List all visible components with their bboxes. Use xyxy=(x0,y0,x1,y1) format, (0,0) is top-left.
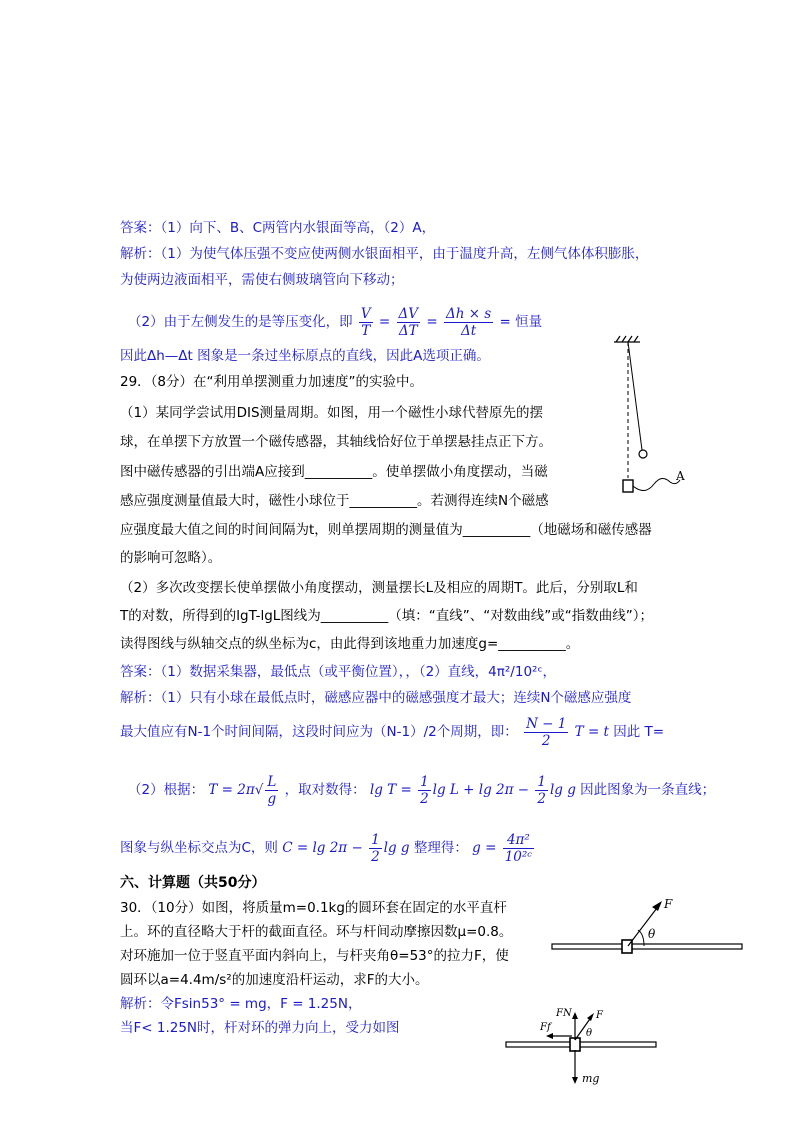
q29-analysis-line2-suffix: 因此 T= xyxy=(613,724,665,740)
q29-analysis-line2-prefix: 最大值应有N-1个时间间隔，这段时间应为（N-1）/2个周期，即： xyxy=(120,724,518,740)
q28-analysis-line3-prefix: （2）由于左侧发生的是等压变化，即 xyxy=(128,314,353,330)
horizontal-rod xyxy=(552,944,742,949)
q29-analysis-line3-mid: ，取对数得： xyxy=(284,782,366,798)
q30-line4: 圆环以a=4.4m/s²的加速度沿杆运动，求F的大小。 xyxy=(120,972,429,988)
q28-analysis-line3-suffix: = 恒量 xyxy=(499,314,543,330)
pendulum-string xyxy=(628,342,642,450)
q29-p1-line5: 应强度最大值之间的时间间隔为t，则单摆周期的测量值为__________（地磁场和磁传感器 xyxy=(120,522,652,538)
gravity-arrowhead xyxy=(572,1077,578,1084)
ceiling-support xyxy=(614,336,640,342)
fig-label-a: A xyxy=(676,469,685,483)
q29-p2-line2: T的对数，所得到的lgT-lgL图线为__________（填：“直线”、“对数曲线”或“指数曲线”）； xyxy=(120,608,653,624)
fig1-label-theta: θ xyxy=(648,927,656,941)
q29-analysis-line3-prefix: （2）根据： xyxy=(128,782,205,798)
q29-p1-line3: 图中磁传感器的引出端A应接到__________。使单摆做小角度摆动，当磁 xyxy=(120,464,548,480)
q29-analysis-line4-prefix: 图象与纵坐标交点为C，则 xyxy=(120,840,278,856)
q28-analysis-line1: 解析：（1）为使气体压强不变应使两侧水银面相平，由于温度升高，左侧气体体积膨胀， xyxy=(120,246,649,262)
fig2-label-f: F xyxy=(596,1010,603,1021)
force-diagram xyxy=(500,1000,660,1100)
q29-p2-line3: 读得图线与纵轴交点的纵坐标为c，由此得到该地重力加速度g=__________。 xyxy=(120,636,580,652)
q29-answer: 答案：（1）数据采集器，最低点（或平衡位置），，（2）直线，4π²/10²ᶜ， xyxy=(120,664,556,680)
normal-force-arrowhead xyxy=(572,1012,578,1019)
q29-p1-line1: （1）某同学尝试用DIS测量周期。如图，用一个磁性小球代替原先的摆 xyxy=(120,405,544,421)
pull-force-arrowhead xyxy=(587,1013,594,1021)
q29-analysis-line4 xyxy=(120,832,536,865)
q29-p1-line6: 的影响可忽略）。 xyxy=(120,550,222,566)
q29-analysis-line3 xyxy=(128,774,715,807)
section6-heading: 六、计算题（共50分） xyxy=(120,875,266,891)
sensor-cable xyxy=(633,478,680,490)
period-formula: $\frac{N - 1}{2}$ T = t xyxy=(526,716,614,749)
rod-2 xyxy=(506,1042,656,1047)
q28-analysis-line2: 为使两边液面相平，需使右侧玻璃管向下移动； xyxy=(120,272,404,288)
fig2-label-fn: FN xyxy=(556,1008,572,1019)
pendulum-formula: T = 2π√ $\frac{L}{g}$ xyxy=(208,774,277,807)
intercept-formula: C = lg 2π − $\frac{1}{2}$ lg g xyxy=(282,832,414,865)
friction-arrowhead xyxy=(546,1033,553,1039)
q28-analysis-line4: 因此Δh—Δt 图象是一条过坐标原点的直线，因此A选项正确。 xyxy=(120,348,490,364)
q29-p1-line2: 球，在单摆下方放置一个磁传感器，其轴线恰好位于单摆悬挂点正下方。 xyxy=(120,434,552,450)
ring-rod-figure xyxy=(548,892,748,972)
q30-line3: 对环施加一位于竖直平面内斜向上，与杆夹角θ=53°的拉力F，使 xyxy=(120,948,509,964)
magnetic-ball xyxy=(639,450,647,458)
gas-law-formula: $\frac{V}{T}$ = $\frac{\Delta V}{\Delta T}$ = $\frac{\Delta h \times s}{\Delta t}$ xyxy=(360,306,492,339)
fig2-label-mg: mg xyxy=(582,1072,600,1085)
force-f-arrowhead xyxy=(652,901,662,911)
q29-analysis-line4-mid: 整理得： xyxy=(413,840,468,856)
q29-p1-line4: 感应强度测量值最大时，磁性小球位于__________。若测得连续N个磁感 xyxy=(120,493,549,509)
fig2-label-ff: Ff xyxy=(540,1022,551,1033)
q28-analysis-line3 xyxy=(128,306,542,339)
q28-answer: 答案：（1）向下、B、C两管内水银面等高，（2）A， xyxy=(120,220,436,236)
pendulum-figure xyxy=(590,330,710,500)
magnetic-sensor xyxy=(623,480,633,492)
fig1-label-f: F xyxy=(664,897,673,911)
q29-analysis-line3-suffix: 因此图象为一条直线； xyxy=(580,782,716,798)
q29-p2-line1: （2）多次改变摆长使单摆做小角度摆动，测量摆长L及相应的周期T。此后，分别取L和 xyxy=(120,580,638,596)
g-result-formula: g = $\frac{\text{4π²}}{\text{10²ᶜ}}$ xyxy=(472,832,533,865)
q30-line2: 上。环的直径略大于杆的截面直径。环与杆间动摩擦因数μ=0.8。 xyxy=(120,924,513,940)
log-formula: lg T = $\frac{1}{2}$ lg L + lg 2π − $\frac{1}{2}$ lg g xyxy=(369,774,581,807)
fig2-label-theta: θ xyxy=(586,1028,593,1039)
q30-analysis-line2: 当F< 1.25N时，杆对环的弹力向上，受力如图 xyxy=(120,1020,400,1036)
q29-analysis-line1: 解析：（1）只有小球在最低点时，磁感应器中的磁感强度才最大；连续N个磁感应强度 xyxy=(120,690,632,706)
q30-analysis-line1: 解析：令Fsin53° = mg，F = 1.25N， xyxy=(120,996,362,1012)
q30-line1: 30．（10分）如图，将质量m=0.1kg的圆环套在固定的水平直杆 xyxy=(120,900,507,916)
q29-analysis-line2 xyxy=(120,716,664,749)
q29-title: 29．（8分）在“利用单摆测重力加速度”的实验中。 xyxy=(120,374,424,390)
